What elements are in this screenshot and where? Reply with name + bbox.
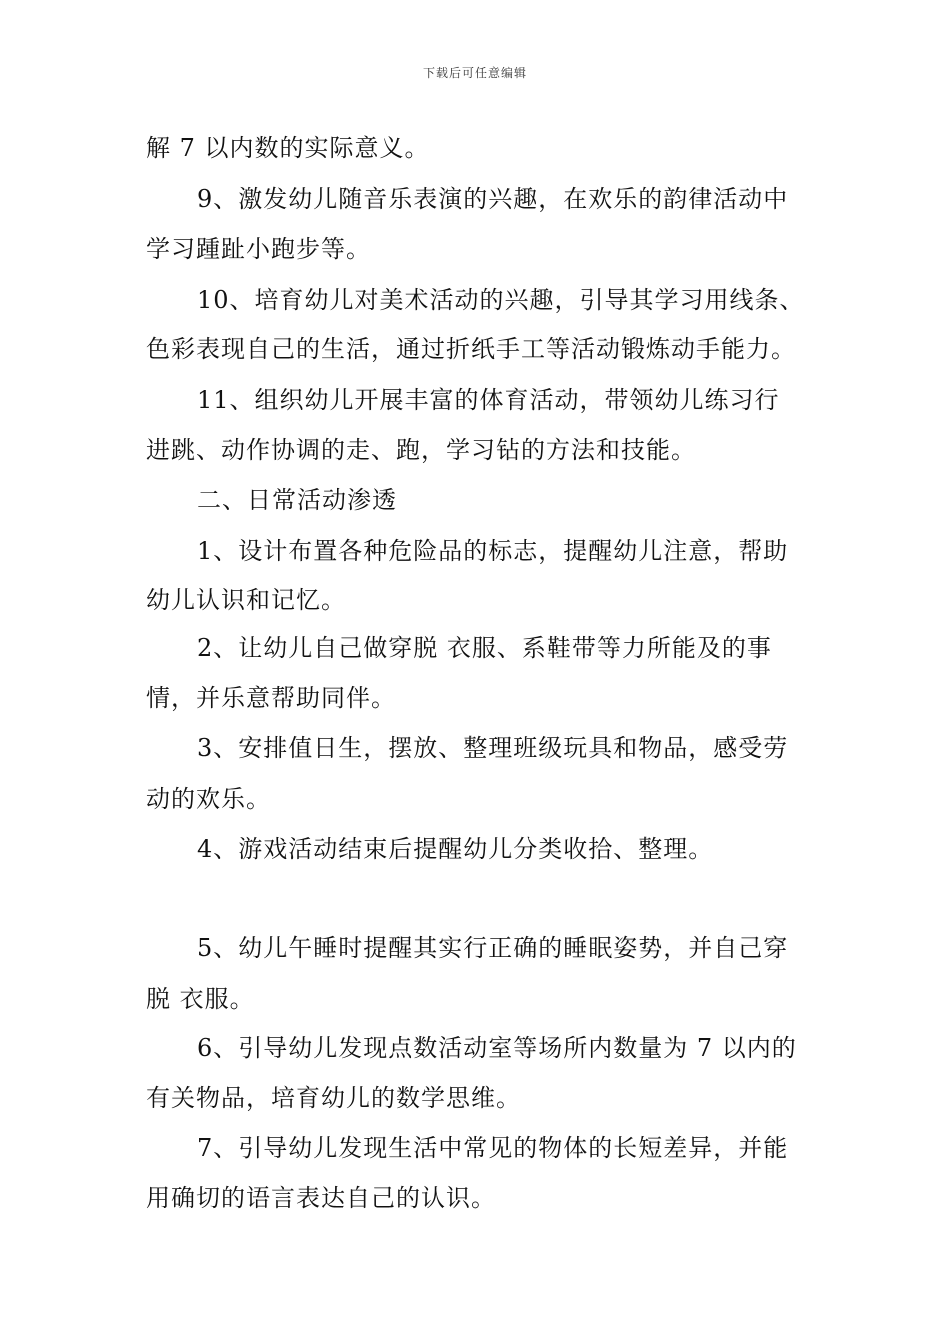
text-line: 有关物品，培育幼儿的数学思维。 xyxy=(146,1084,521,1112)
text-line: 脱 衣服。 xyxy=(146,985,255,1013)
text-line: 色彩表现自己的生活，通过折纸手工等活动锻炼动手能力。 xyxy=(146,335,796,363)
text-line: 10、培育幼儿对美术活动的兴趣，引导其学习用线条、 xyxy=(197,286,805,314)
text-line: 4、游戏活动结束后提醒幼儿分类收拾、整理。 xyxy=(197,835,714,863)
text-line: 7、引导幼儿发现生活中常见的物体的长短差异，并能 xyxy=(197,1134,789,1162)
section-heading: 二、日常活动渗透 xyxy=(197,486,397,514)
text-line: 用确切的语言表达自己的认识。 xyxy=(146,1184,496,1212)
text-line: 9、激发幼儿随音乐表演的兴趣，在欢乐的韵律活动中 xyxy=(197,185,789,213)
text-line: 情，并乐意帮助同伴。 xyxy=(146,684,396,712)
text-line: 3、安排值日生，摆放、整理班级玩具和物品，感受劳 xyxy=(197,734,789,762)
text-line: 1、设计布置各种危险品的标志，提醒幼儿注意，帮助 xyxy=(197,537,789,565)
text-line: 6、引导幼儿发现点数活动室等场所内数量为 7 以内的 xyxy=(197,1034,797,1062)
text-line: 解 7 以内数的实际意义。 xyxy=(146,134,430,162)
text-line: 11、组织幼儿开展丰富的体育活动，带领幼儿练习行 xyxy=(197,386,780,414)
page-header-note: 下载后可任意编辑 xyxy=(422,66,527,80)
text-line: 进跳、动作协调的走、跑，学习钻的方法和技能。 xyxy=(146,436,696,464)
text-line: 动的欢乐。 xyxy=(146,785,271,813)
text-line: 5、幼儿午睡时提醒其实行正确的睡眠姿势，并自己穿 xyxy=(197,934,789,962)
text-line: 学习踵趾小跑步等。 xyxy=(146,235,371,263)
text-line: 幼儿认识和记忆。 xyxy=(146,586,346,614)
text-line: 2、让幼儿自己做穿脱 衣服、系鞋带等力所能及的事 xyxy=(197,634,772,662)
